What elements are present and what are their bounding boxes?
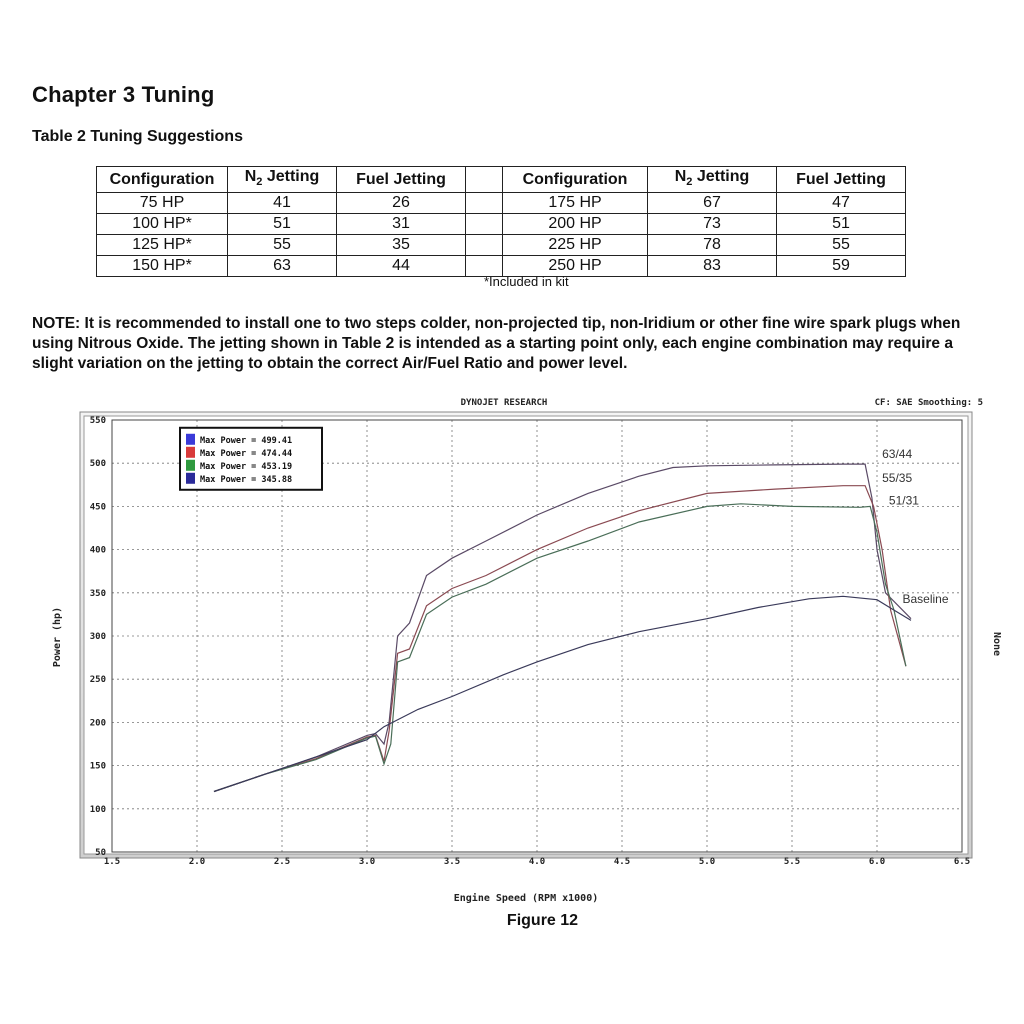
table-cell: 175 HP [503,193,648,214]
figure-caption: Figure 12 [506,912,579,929]
dyno-chart [28,392,1004,912]
table-cell: 51 [777,214,906,235]
table-gap [466,167,503,193]
table-cell: 55 [777,235,906,256]
table-row [97,214,906,235]
x-tick-label: 4.0 [528,857,546,867]
table-cell: 47 [777,193,906,214]
header-n2o-jetting: $N_2$ Jetting [228,167,337,193]
tuning-table [96,166,906,277]
table-header-row [97,167,906,193]
header-configuration: Configuration [97,167,228,193]
table-cell: 78 [648,235,777,256]
legend-entry: Max Power = 499.41 [200,435,293,446]
table-cell: 125 HP* [97,235,228,256]
x-tick-label: 3.0 [358,857,376,867]
table-cell: 55 [228,235,337,256]
chapter-title: Chapter 3 Tuning [32,82,215,107]
table-cell: 26 [337,193,466,214]
legend [180,428,322,490]
chart-settings-label: CF: SAE Smoothing: 5 [874,398,983,408]
table-cell: 100 HP* [97,214,228,235]
legend-swatch [186,434,195,445]
series-label: 63/44 [882,447,913,462]
table-cell: 63 [228,256,337,277]
table-gap [466,214,503,235]
table-title: Table 2 Tuning Suggestions [32,128,243,145]
x-tick-label: 2.0 [188,857,206,867]
y-tick-label: 450 [89,502,106,513]
table-gap [466,193,503,214]
x-axis-label: Engine Speed (RPM x1000) [453,893,599,904]
chart-title: DYNOJET RESEARCH [460,398,548,408]
table-gap [466,235,503,256]
y-tick-label: 350 [89,588,106,599]
series-label: 55/35 [882,471,913,486]
header-fuel-jetting: Fuel Jetting [337,167,466,193]
table-cell: 44 [337,256,466,277]
x-tick-label: 5.5 [783,857,801,867]
x-tick-label: 6.5 [953,857,971,867]
legend-swatch [186,460,195,471]
x-tick-label: 3.5 [443,857,461,867]
y-tick-label: 300 [89,632,106,642]
y-tick-label: 50 [95,848,106,858]
table-cell: 41 [228,193,337,214]
y-tick-label: 150 [89,761,106,772]
legend-swatch [186,473,195,484]
x-tick-label: 2.5 [273,857,291,867]
table-cell: 31 [337,214,466,235]
series-label: 51/31 [888,493,919,508]
y-tick-label: 250 [89,675,106,686]
x-tick-label: 4.5 [613,857,631,867]
y-tick-label: 100 [89,804,106,815]
table-cell: 51 [228,214,337,235]
legend-entry: Max Power = 474.44 [200,448,293,459]
legend-entry: Max Power = 345.88 [200,474,293,485]
table-row [97,193,906,214]
x-tick-label: 5.0 [698,857,716,867]
legend-entry: Max Power = 453.19 [200,461,293,472]
x-tick-label: 6.0 [868,857,886,867]
y-axis-label: Power (hp) [52,606,63,668]
dyno-chart-svg [28,392,1004,912]
table-cell: 83 [648,256,777,277]
table-cell: 225 HP [503,235,648,256]
header-n2o-jetting: $N_2$ Jetting [648,167,777,193]
legend-swatch [186,447,195,458]
y-tick-label: 400 [89,545,106,556]
table-cell: 75 HP [97,193,228,214]
table-row [97,235,906,256]
y-tick-label: 500 [89,459,106,470]
series-label: Baseline [902,592,949,607]
x-tick-label: 1.5 [103,857,121,867]
header-fuel-jetting: Fuel Jetting [777,167,906,193]
y-tick-label: 550 [89,416,106,426]
table-cell: 200 HP [503,214,648,235]
note-paragraph: NOTE: It is recommended to install one to two steps colder, non-projected tip, non-Iridium or other fine wire spark plugs when using Nitrous Oxide. The jetting shown in Table 2 is intended as a starting point only, each engine combination may require a slight variation on the jetting to obtain the correct Air/Fuel Ratio and power level. [32,315,961,372]
table-footnote: *Included in kit [484,274,569,289]
table-cell: 73 [648,214,777,235]
table-cell: 250 HP [503,256,648,277]
table-cell: 59 [777,256,906,277]
table-cell: 67 [648,193,777,214]
y-tick-label: 200 [89,718,106,729]
header-configuration: Configuration [503,167,648,193]
table-cell: 35 [337,235,466,256]
table-cell: 150 HP* [97,256,228,277]
right-axis-label: None [991,631,1002,657]
